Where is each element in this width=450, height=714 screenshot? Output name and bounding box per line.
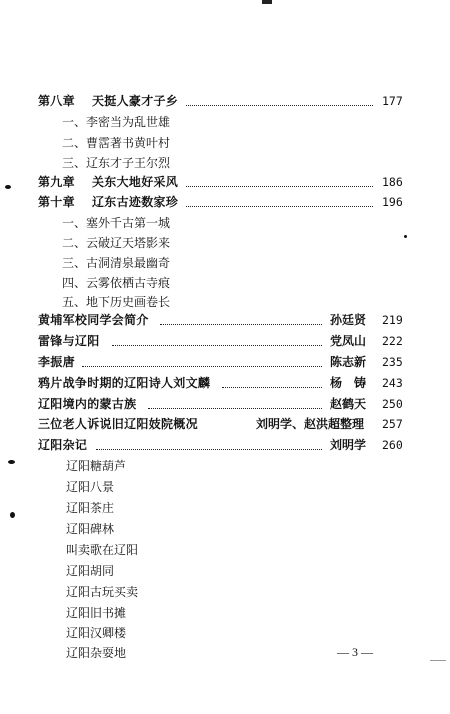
leader-dots — [82, 365, 322, 367]
toc-section[interactable] — [0, 112, 450, 132]
toc-subitem[interactable] — [0, 477, 450, 497]
toc-entry-article[interactable] — [0, 394, 450, 414]
toc-entry-article[interactable] — [0, 331, 450, 351]
page-ref: 250 — [382, 397, 403, 411]
scan-speck — [8, 460, 15, 464]
toc-section[interactable] — [0, 133, 450, 153]
subitem-title: 辽阳胡同 — [66, 564, 115, 578]
article-title: 李振唐 — [38, 355, 75, 369]
subitem-title: 辽阳糖葫芦 — [66, 459, 127, 473]
toc-subitem[interactable] — [0, 456, 450, 476]
section-title: 一、塞外千古第一城 — [62, 216, 171, 230]
leader-dots — [148, 407, 322, 409]
article-title: 黄埔军校同学会简介 — [38, 313, 149, 327]
toc-entry-chapter-8[interactable] — [0, 91, 450, 111]
article-title: 辽阳杂记 — [38, 438, 88, 452]
toc-subitem[interactable] — [0, 643, 450, 663]
subitem-title: 辽阳碑林 — [66, 522, 115, 536]
scan-speck — [10, 512, 15, 518]
article-title: 三位老人诉说旧辽阳妓院概况 — [38, 417, 198, 431]
page-ref: 260 — [382, 438, 403, 452]
leader-dots — [96, 448, 322, 450]
chapter-title: 辽东古迹数家珍 — [92, 195, 179, 209]
leader-dots — [160, 323, 322, 325]
article-author: 赵鹤天 — [330, 397, 367, 411]
section-title: 一、李密当为乱世雄 — [62, 115, 171, 129]
chapter-title: 天挺人豪才子乡 — [92, 94, 179, 108]
toc-entry-article[interactable] — [0, 414, 450, 434]
toc-entry-article[interactable] — [0, 352, 450, 372]
page-ref: 222 — [382, 334, 403, 348]
toc-subitem[interactable] — [0, 540, 450, 560]
toc-entry-article[interactable] — [0, 435, 450, 455]
subitem-title: 辽阳杂耍地 — [66, 646, 127, 660]
toc-subitem[interactable] — [0, 603, 450, 623]
subitem-title: 辽阳古玩买卖 — [66, 585, 139, 599]
toc-subitem[interactable] — [0, 519, 450, 539]
subitem-title: 辽阳汉卿楼 — [66, 626, 127, 640]
page-ref: 177 — [382, 94, 403, 108]
subitem-title: 辽阳茶庄 — [66, 501, 115, 515]
subitem-title: 辽阳八景 — [66, 480, 115, 494]
section-title: 三、古洞清泉最幽奇 — [62, 256, 171, 270]
section-title: 四、云雾依栖古寺痕 — [62, 276, 171, 290]
subitem-title: 辽阳旧书摊 — [66, 606, 127, 620]
leader-dots — [222, 386, 322, 388]
scan-artifact-line — [430, 660, 446, 661]
page-ref: 235 — [382, 355, 403, 369]
section-title: 五、地下历史画卷长 — [62, 295, 171, 309]
toc-subitem[interactable] — [0, 623, 450, 643]
toc-section[interactable] — [0, 213, 450, 233]
toc-subitem[interactable] — [0, 582, 450, 602]
article-author: 党凤山 — [330, 334, 367, 348]
scan-speck — [404, 235, 407, 238]
leader-dots — [186, 185, 373, 187]
article-author: 刘明学、赵洪超整理 — [256, 417, 365, 431]
scan-speck — [5, 185, 11, 189]
page-ref: 196 — [382, 195, 403, 209]
page-ref: 219 — [382, 313, 403, 327]
page-number: — 3 — — [337, 645, 373, 659]
page-ref: 243 — [382, 376, 403, 390]
leader-dots — [112, 344, 322, 346]
article-author: 杨 铸 — [330, 376, 367, 390]
toc-section[interactable] — [0, 273, 450, 293]
toc-section[interactable] — [0, 292, 450, 312]
article-title: 雷锋与辽阳 — [38, 334, 100, 348]
article-title: 辽阳境内的蒙古族 — [38, 397, 137, 411]
article-title: 鸦片战争时期的辽阳诗人刘文麟 — [38, 376, 211, 390]
toc-entry-article[interactable] — [0, 373, 450, 393]
chapter-title: 关东大地好采风 — [92, 175, 179, 189]
section-title: 三、辽东才子王尔烈 — [62, 156, 171, 170]
toc-section[interactable] — [0, 253, 450, 273]
article-author: 陈志新 — [330, 355, 367, 369]
toc-entry-chapter-10[interactable] — [0, 192, 450, 212]
chapter-number: 第九章 — [38, 175, 75, 189]
page-ref: 186 — [382, 175, 403, 189]
chapter-number: 第八章 — [38, 94, 75, 108]
scan-mark — [262, 0, 272, 4]
page-ref: 257 — [382, 417, 403, 431]
toc-subitem[interactable] — [0, 561, 450, 581]
leader-dots — [186, 205, 373, 207]
section-title: 二、曹霑著书黄叶村 — [62, 136, 171, 150]
article-author: 孙廷贤 — [330, 313, 367, 327]
chapter-number: 第十章 — [38, 195, 75, 209]
toc-entry-chapter-9[interactable] — [0, 172, 450, 192]
toc-entry-article[interactable] — [0, 310, 450, 330]
toc-section[interactable] — [0, 153, 450, 173]
subitem-title: 叫卖歌在辽阳 — [66, 543, 139, 557]
article-author: 刘明学 — [330, 438, 367, 452]
section-title: 二、云破辽天塔影来 — [62, 236, 171, 250]
toc-subitem[interactable] — [0, 498, 450, 518]
toc-section[interactable] — [0, 233, 450, 253]
leader-dots — [186, 104, 373, 106]
